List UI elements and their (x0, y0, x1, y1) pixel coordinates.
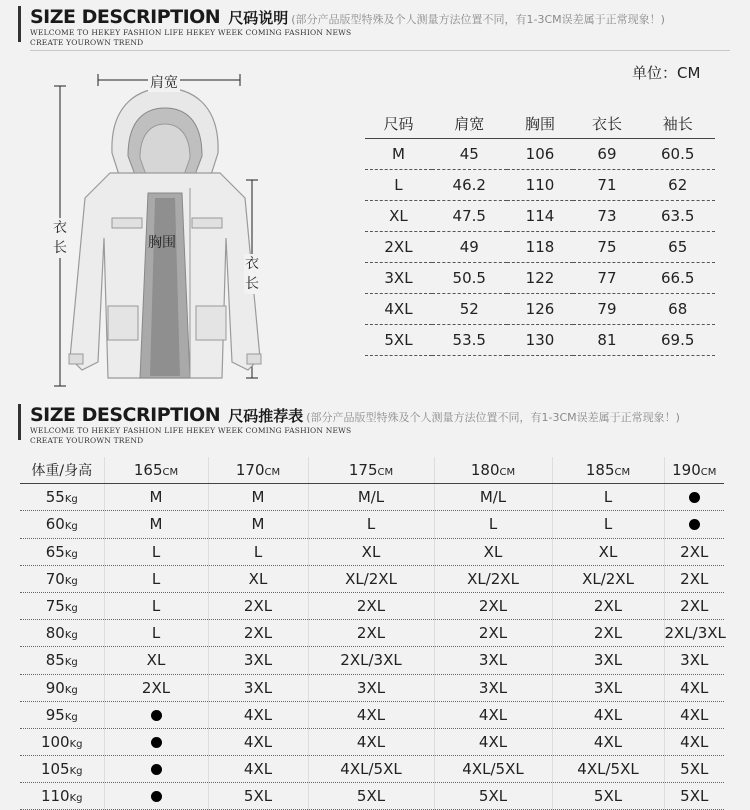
weight-value: 75 (45, 597, 65, 616)
size-table-cell: 118 (507, 232, 574, 263)
height-header-cell (308, 457, 434, 484)
recommend-cell: XL (434, 538, 552, 565)
weight-value: 65 (45, 542, 65, 561)
weight-cell (20, 728, 104, 755)
recommend-cell: 2XL (552, 620, 664, 647)
recommend-cell: 2XL (664, 592, 724, 619)
recommend-cell: 4XL (434, 728, 552, 755)
recommend-cell: M/L (434, 484, 552, 511)
weight-cell (20, 701, 104, 728)
size-table-cell: 65 (640, 232, 715, 263)
header-line (30, 404, 680, 426)
section1-header (0, 6, 750, 56)
jacket-drawing (40, 58, 290, 403)
section2-sub1: WELCOME TO HEKEY FASHION LIFE HEKEY WEEK COMING FASHION NEWS (30, 426, 352, 435)
header-bar-divider (18, 404, 21, 440)
shoulder-label: 肩宽 (148, 72, 180, 92)
recommend-cell: M (208, 484, 308, 511)
recommend-cell: XL/2XL (434, 565, 552, 592)
weight-value: 85 (45, 651, 65, 670)
height-value: 165 (133, 461, 163, 480)
height-unit: CM (264, 467, 281, 479)
size-table-cell: 53.5 (432, 325, 507, 356)
height-header-cell (434, 457, 552, 484)
size-table-cell: 5XL (365, 325, 432, 356)
recommend-cell: L (552, 484, 664, 511)
recommend-cell: 4XL (208, 756, 308, 783)
size-table-row (365, 325, 715, 356)
weight-cell (20, 538, 104, 565)
recommend-cell: 4XL (308, 701, 434, 728)
recommend-cell: 4XL (552, 728, 664, 755)
recommend-cell: M/L (308, 484, 434, 511)
size-table-cell: M (365, 139, 432, 170)
weight-cell (20, 620, 104, 647)
recommend-table-row (20, 728, 724, 755)
size-table-cell: 46.2 (432, 170, 507, 201)
recommend-cell: L (208, 538, 308, 565)
weight-cell (20, 484, 104, 511)
recommend-cell: 4XL (434, 701, 552, 728)
recommend-cell (104, 756, 208, 783)
recommend-cell: 2XL (664, 538, 724, 565)
section1-rule (30, 50, 730, 51)
recommend-cell (664, 484, 724, 511)
section1-cn-title: 尺码说明 (228, 9, 289, 27)
recommend-cell: 3XL (434, 647, 552, 674)
recommend-cell: 5XL (208, 783, 308, 810)
weight-value: 55 (45, 488, 65, 507)
weight-cell (20, 674, 104, 701)
recommend-cell: 2XL (434, 592, 552, 619)
size-table-cell: 52 (432, 294, 507, 325)
recommend-cell: 3XL (664, 647, 724, 674)
size-table-cell: 3XL (365, 263, 432, 294)
recommend-cell: 2XL (552, 592, 664, 619)
recommend-table-row (20, 565, 724, 592)
recommend-cell: L (434, 511, 552, 538)
recommend-cell: 4XL (552, 701, 664, 728)
size-table-cell: 50.5 (432, 263, 507, 294)
recommend-table-row (20, 756, 724, 783)
size-table-cell: 4XL (365, 294, 432, 325)
height-value: 170 (235, 461, 265, 480)
size-table-cell: 75 (573, 232, 640, 263)
size-table-header-cell: 胸围 (507, 108, 574, 139)
size-table-cell: 106 (507, 139, 574, 170)
not-available-dot-icon (151, 764, 162, 775)
recommend-cell: 2XL/3XL (308, 647, 434, 674)
size-table-row (365, 263, 715, 294)
recommend-table-row (20, 620, 724, 647)
recommend-cell: 2XL (308, 592, 434, 619)
recommend-cell: XL (104, 647, 208, 674)
recommend-cell: 4XL (664, 674, 724, 701)
header-bar-divider (18, 6, 21, 42)
recommend-cell: 4XL (664, 728, 724, 755)
weight-value: 90 (45, 678, 65, 697)
recommend-table-row (20, 484, 724, 511)
recommend-cell: 4XL (664, 701, 724, 728)
recommend-cell: M (104, 511, 208, 538)
recommend-cell: L (308, 511, 434, 538)
recommend-table-row (20, 647, 724, 674)
weight-unit: Kg (64, 684, 78, 696)
recommend-cell: 5XL (552, 783, 664, 810)
size-table-cell: 79 (573, 294, 640, 325)
recommend-cell: 2XL (208, 620, 308, 647)
recommend-cell: 2XL (434, 620, 552, 647)
size-table-row (365, 232, 715, 263)
size-table-row (365, 294, 715, 325)
height-value: 190 (672, 461, 701, 480)
size-table-header-cell: 衣长 (573, 108, 640, 139)
recommend-cell: M (104, 484, 208, 511)
size-table-cell: 110 (507, 170, 574, 201)
section2-header (0, 404, 750, 454)
size-table-row (365, 170, 715, 201)
height-unit: CM (614, 467, 631, 479)
recommend-cell: 3XL (208, 647, 308, 674)
recommend-cell: 2XL (208, 592, 308, 619)
recommend-cell: XL/2XL (308, 565, 434, 592)
unit-label: 单位：CM (632, 64, 701, 82)
section1-sub1: WELCOME TO HEKEY FASHION LIFE HEKEY WEEK COMING FASHION NEWS (30, 28, 352, 37)
section1-note: (部分产品版型特殊及个人测量方法位置不同，有1-3CM误差属于正常现象！) (291, 13, 665, 26)
height-header-cell (208, 457, 308, 484)
size-table-header-cell: 肩宽 (432, 108, 507, 139)
recommend-cell: XL/2XL (552, 565, 664, 592)
recommend-cell (664, 511, 724, 538)
size-table-cell: L (365, 170, 432, 201)
weight-unit: Kg (64, 603, 78, 615)
corner-label: 体重/身高 (20, 457, 104, 484)
size-table-header-cell: 袖长 (640, 108, 715, 139)
recommend-cell: L (552, 511, 664, 538)
weight-value: 105 (40, 760, 70, 779)
not-available-dot-icon (151, 791, 162, 802)
recommend-cell (104, 728, 208, 755)
height-header-cell (552, 457, 664, 484)
size-table-cell: 60.5 (640, 139, 715, 170)
size-table (365, 108, 715, 356)
weight-unit: Kg (64, 521, 78, 533)
height-header-cell (104, 457, 208, 484)
recommend-table-row (20, 592, 724, 619)
recommend-cell: 2XL (308, 620, 434, 647)
recommend-cell: 3XL (552, 647, 664, 674)
recommend-table-row (20, 783, 724, 810)
recommend-cell: M (208, 511, 308, 538)
weight-value: 70 (45, 569, 65, 588)
weight-cell (20, 756, 104, 783)
size-table-cell: 81 (573, 325, 640, 356)
recommend-cell: 4XL (208, 728, 308, 755)
size-table-cell: 69.5 (640, 325, 715, 356)
weight-value: 80 (45, 624, 65, 643)
not-available-dot-icon (689, 492, 700, 503)
recommend-table-row (20, 674, 724, 701)
size-table-cell: 63.5 (640, 201, 715, 232)
height-value: 180 (470, 461, 500, 480)
recommend-cell (104, 701, 208, 728)
recommend-table-header (20, 457, 724, 484)
jacket-illustration (40, 58, 290, 403)
size-table-cell: 49 (432, 232, 507, 263)
recommend-cell: L (104, 620, 208, 647)
recommend-cell: 5XL (664, 756, 724, 783)
height-header-cell (664, 457, 724, 484)
weight-value: 95 (45, 705, 65, 724)
chest-label: 胸围 (148, 235, 176, 251)
recommend-cell: 3XL (308, 674, 434, 701)
weight-unit: Kg (69, 738, 83, 750)
recommend-cell: 2XL (104, 674, 208, 701)
recommend-cell: 5XL (308, 783, 434, 810)
size-table-cell: 68 (640, 294, 715, 325)
height-value: 185 (585, 461, 615, 480)
size-table-cell: 45 (432, 139, 507, 170)
recommend-cell: 4XL (308, 728, 434, 755)
size-table-cell: 126 (507, 294, 574, 325)
section2-title: SIZE DESCRIPTION (30, 404, 221, 426)
size-table-cell: 73 (573, 201, 640, 232)
recommend-table-row (20, 701, 724, 728)
section2-cn-title: 尺码推荐表 (228, 407, 304, 425)
weight-cell (20, 565, 104, 592)
size-table-cell: 130 (507, 325, 574, 356)
size-table-header (365, 108, 715, 139)
weight-unit: Kg (64, 657, 78, 669)
weight-value: 60 (45, 515, 65, 534)
size-table-row (365, 201, 715, 232)
length-label: 衣长 (53, 220, 67, 256)
weight-value: 100 (40, 732, 70, 751)
weight-unit: Kg (64, 630, 78, 642)
size-table-header-cell: 尺码 (365, 108, 432, 139)
recommend-table-row (20, 538, 724, 565)
size-table-cell: 69 (573, 139, 640, 170)
height-unit: CM (499, 467, 516, 479)
height-unit: CM (377, 467, 394, 479)
size-table-row (365, 139, 715, 170)
recommend-cell: 2XL/3XL (664, 620, 724, 647)
recommend-cell (104, 783, 208, 810)
size-table-cell: 2XL (365, 232, 432, 263)
recommend-cell: 4XL/5XL (552, 756, 664, 783)
recommend-cell: 4XL/5XL (308, 756, 434, 783)
weight-cell (20, 647, 104, 674)
recommend-cell: 5XL (434, 783, 552, 810)
section1-sub2: CREATE YOUROWN TREND (30, 38, 144, 47)
weight-unit: Kg (64, 575, 78, 587)
size-table-cell: 77 (573, 263, 640, 294)
recommend-cell: L (104, 592, 208, 619)
not-available-dot-icon (151, 710, 162, 721)
height-value: 175 (348, 461, 378, 480)
recommend-cell: L (104, 538, 208, 565)
weight-unit: Kg (64, 494, 78, 506)
size-recommend-table (20, 457, 724, 810)
recommend-cell: 3XL (434, 674, 552, 701)
recommend-cell: 2XL (664, 565, 724, 592)
recommend-table-row (20, 511, 724, 538)
weight-value: 110 (40, 787, 70, 806)
recommend-cell: 5XL (664, 783, 724, 810)
recommend-cell: 4XL/5XL (434, 756, 552, 783)
size-table-cell: 47.5 (432, 201, 507, 232)
weight-cell (20, 511, 104, 538)
recommend-cell: 3XL (552, 674, 664, 701)
not-available-dot-icon (151, 737, 162, 748)
weight-unit: Kg (64, 711, 78, 723)
size-table-cell: 122 (507, 263, 574, 294)
size-table-cell: 71 (573, 170, 640, 201)
weight-unit: Kg (69, 793, 83, 805)
section1-title: SIZE DESCRIPTION (30, 6, 221, 28)
weight-unit: Kg (69, 766, 83, 778)
recommend-cell: 3XL (208, 674, 308, 701)
height-unit: CM (700, 467, 717, 479)
section2-sub2: CREATE YOUROWN TREND (30, 436, 144, 445)
weight-cell (20, 592, 104, 619)
weight-cell (20, 783, 104, 810)
recommend-cell: 4XL (208, 701, 308, 728)
recommend-cell: XL (208, 565, 308, 592)
size-table-cell: XL (365, 201, 432, 232)
header-line (30, 6, 665, 28)
recommend-cell: XL (308, 538, 434, 565)
size-table-cell: 66.5 (640, 263, 715, 294)
sleeve-label: 衣长 (245, 256, 259, 292)
size-table-cell: 114 (507, 201, 574, 232)
height-unit: CM (162, 467, 179, 479)
recommend-cell: XL (552, 538, 664, 565)
not-available-dot-icon (689, 519, 700, 530)
section2-note: (部分产品版型特殊及个人测量方法位置不同，有1-3CM误差属于正常现象！) (306, 411, 680, 424)
recommend-cell: L (104, 565, 208, 592)
size-table-cell: 62 (640, 170, 715, 201)
weight-unit: Kg (64, 548, 78, 560)
